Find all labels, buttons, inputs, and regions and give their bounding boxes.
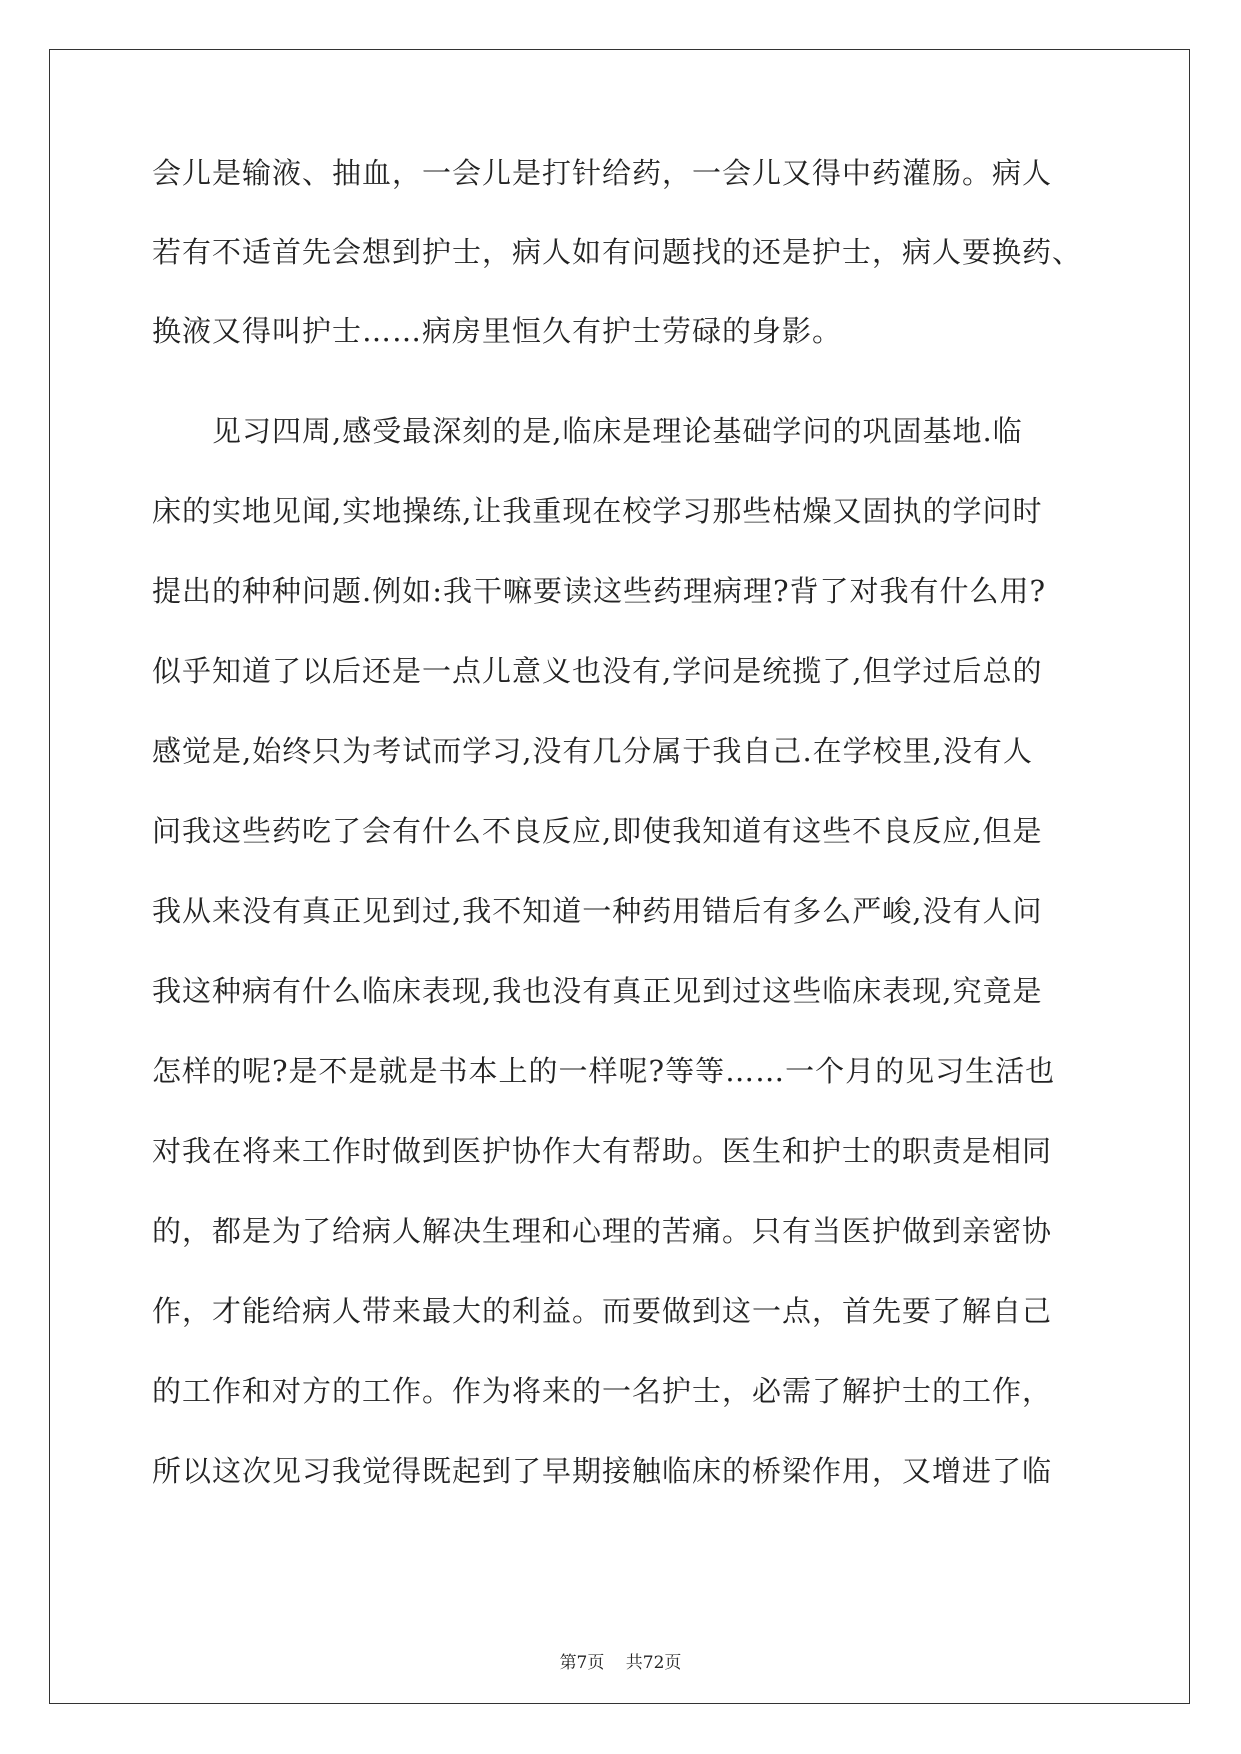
text-line: 问我这些药吃了会有什么不良反应,即使我知道有这些不良反应,但是 xyxy=(152,814,1043,848)
text-line: 作，才能给病人带来最大的利益。而要做到这一点，首先要了解自己 xyxy=(152,1294,1053,1328)
text-line: 换液又得叫护士……病房里恒久有护士劳碌的身影。 xyxy=(152,314,843,348)
text-line: 似乎知道了以后还是一点儿意义也没有,学问是统揽了,但学过后总的 xyxy=(152,654,1043,688)
text-line: 我这种病有什么临床表现,我也没有真正见到过这些临床表现,究竟是 xyxy=(152,974,1043,1008)
text-line: 我从来没有真正见到过,我不知道一种药用错后有多么严峻,没有人问 xyxy=(152,894,1043,928)
text-line: 的工作和对方的工作。作为将来的一名护士，必需了解护士的工作， xyxy=(152,1374,1053,1408)
text-line: 的，都是为了给病人解决生理和心理的苦痛。只有当医护做到亲密协 xyxy=(152,1214,1053,1248)
text-line: 对我在将来工作时做到医护协作大有帮助。医生和护士的职责是相同 xyxy=(152,1134,1053,1168)
text-line: 怎样的呢?是不是就是书本上的一样呢?等等……一个月的见习生活也 xyxy=(152,1054,1056,1088)
page-total: 共72页 xyxy=(625,1653,682,1673)
text-line: 床的实地见闻,实地操练,让我重现在校学习那些枯燥又固执的学问时 xyxy=(152,494,1043,528)
text-line: 所以这次见习我觉得既起到了早期接触临床的桥梁作用，又增进了临 xyxy=(152,1454,1053,1488)
page-number: 第7页 xyxy=(559,1653,605,1673)
page-footer xyxy=(0,1648,1241,1673)
text-line: 感觉是,始终只为考试而学习,没有几分属于我自己.在学校里,没有人 xyxy=(152,734,1033,768)
text-line: 提出的种种问题.例如:我干嘛要读这些药理病理?背了对我有什么用? xyxy=(152,574,1047,608)
text-line: 见习四周,感受最深刻的是,临床是理论基础学问的巩固基地.临 xyxy=(152,414,1023,448)
text-line: 会儿是输液、抽血，一会儿是打针给药，一会儿又得中药灌肠。病人 xyxy=(152,156,1053,190)
text-line: 若有不适首先会想到护士，病人如有问题找的还是护士，病人要换药、 xyxy=(152,235,1083,269)
